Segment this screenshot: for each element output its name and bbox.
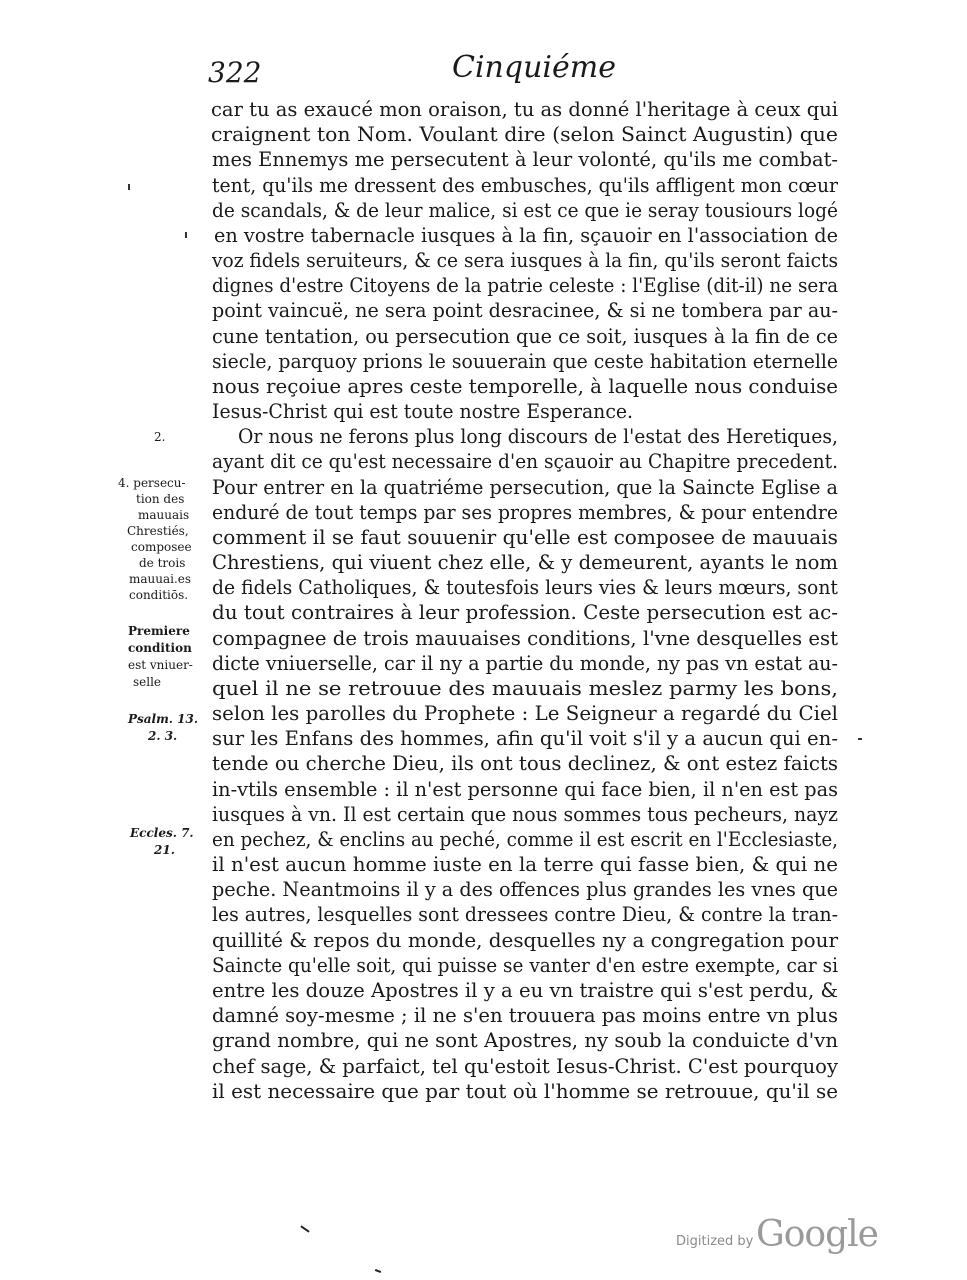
body-line: enduré de tout temps par ses propres membres, & pour entendre xyxy=(212,499,838,524)
body-line: grand nombre, qui ne sont Apostres, ny soub la conduicte d'vn xyxy=(212,1028,839,1053)
page-number: 322 xyxy=(208,56,262,89)
body-line: chef sage, & parfaict, tel qu'estoit Iesus-Christ. C'est pourquoy xyxy=(212,1053,838,1078)
body-line: comment il se faut souuenir qu'elle est composee de mauuais xyxy=(212,524,838,549)
body-line: de scandals, & de leur malice, si est ce que ie seray tousiours logé xyxy=(212,197,838,222)
body-line: selon les parolles du Prophete : Le Seigneur a regardé du Ciel xyxy=(212,701,838,726)
body-line: mes Ennemys me persecutent à leur volonté, qu'ils me combat- xyxy=(212,147,838,172)
body-line: iusques à vn. Il est certain que nous sommes tous pecheurs, nayz xyxy=(212,801,838,826)
body-line: nous reçoiue apres ceste temporelle, à laquelle nous conduise xyxy=(212,373,839,398)
body-line: Iesus-Christ qui est toute nostre Esperance. xyxy=(212,399,633,423)
body-line: Chrestiens, qui viuent chez elle, & y demeurent, ayants le nom xyxy=(212,550,838,575)
body-line: cune tentation, ou persecution que ce soit, iusques à la fin de ce xyxy=(212,323,838,348)
google-logo: Google xyxy=(756,1214,878,1255)
body-line: quillité & repos du monde, desquelles ny a congregation pour xyxy=(212,927,839,952)
body-line: tende ou cherche Dieu, ils ont tous declinez, & ont estez faicts xyxy=(212,751,838,776)
body-line: en pechez, & enclins au peché, comme il est escrit en l'Ecclesiaste, xyxy=(212,826,839,851)
body-line: peche. Neantmoins il y a des offences plus grandes les vnes que xyxy=(212,877,838,902)
body-line: Or nous ne ferons plus long discours de l'estat des Heretiques, xyxy=(238,424,838,449)
body-line: de fidels Catholiques, & toutesfois leurs vies & leurs mœurs, sont xyxy=(212,575,838,600)
body-line: dignes d'estre Citoyens de la patrie celeste : l'Eglise (dit-il) ne sera xyxy=(212,273,839,298)
body-line: craignent ton Nom. Voulant dire (selon Sainct Augustin) que xyxy=(211,122,839,147)
scan-speck xyxy=(375,1269,381,1273)
body-line: compagnee de trois mauuaises conditions, l'vne desquelles est xyxy=(212,625,839,650)
body-line: sur les Enfans des hommes, afin qu'il voit s'il y a aucun qui en- xyxy=(212,726,838,751)
scan-speck xyxy=(300,1225,309,1232)
body-line: Saincte qu'elle soit, qui puisse se vanter d'en estre exempte, car si xyxy=(212,952,839,977)
body-line: il est necessaire que par tout où l'homme se retrouue, qu'il se xyxy=(212,1078,839,1103)
body-line: entre les douze Apostres il y a eu vn traistre qui s'est perdu, & xyxy=(212,978,838,1002)
body-line: tent, qu'ils me dressent des embusches, qu'ils affligent mon cœur xyxy=(212,172,839,197)
body-line: car tu as exaucé mon oraison, tu as donné l'heritage à ceux qui xyxy=(211,97,839,121)
margin-section-number: 2. xyxy=(154,430,166,444)
body-line: siecle, parquoy prions le souuerain que ceste habitation eternelle xyxy=(212,348,838,373)
body-line: point vaincuë, ne sera point desracinee, & si ne tombera par au- xyxy=(212,298,839,323)
body-line: ayant dit ce qu'est necessaire d'en sçauoir au Chapitre precedent. xyxy=(212,449,839,474)
scan-tick xyxy=(858,738,862,740)
body-line: Pour entrer en la quatriéme persecution, que la Saincte Eglise a xyxy=(212,474,838,499)
body-line: dicte vniuerselle, car il ny a partie du monde, ny pas vn estat au- xyxy=(212,650,838,675)
body-line: du tout contraires à leur profession. Ceste persecution est ac- xyxy=(212,600,838,625)
digitized-by-label: Digitized by xyxy=(676,1234,754,1249)
body-line: voz fidels seruiteurs, & ce sera iusques à la fin, qu'ils seront faicts xyxy=(212,248,839,272)
body-line: damné soy-mesme ; il ne s'en trouuera pas moins entre vn plus xyxy=(212,1003,839,1028)
body-line: quel il ne se retrouue des mauuais meslez parmy les bons, xyxy=(212,675,839,700)
body-line: in-vtils ensemble : il n'est personne qui face bien, il n'en est pas xyxy=(212,776,838,801)
body-line: il n'est aucun homme iuste en la terre qui fasse bien, & qui ne xyxy=(212,852,839,877)
scan-tick xyxy=(128,184,130,190)
scan-tick xyxy=(185,232,187,238)
running-head: Cinquiéme xyxy=(452,50,616,85)
body-line: en vostre tabernacle iusques à la fin, sçauoir en l'association de xyxy=(214,222,838,247)
body-line: les autres, lesquelles sont dressees contre Dieu, & contre la tran- xyxy=(212,902,839,927)
